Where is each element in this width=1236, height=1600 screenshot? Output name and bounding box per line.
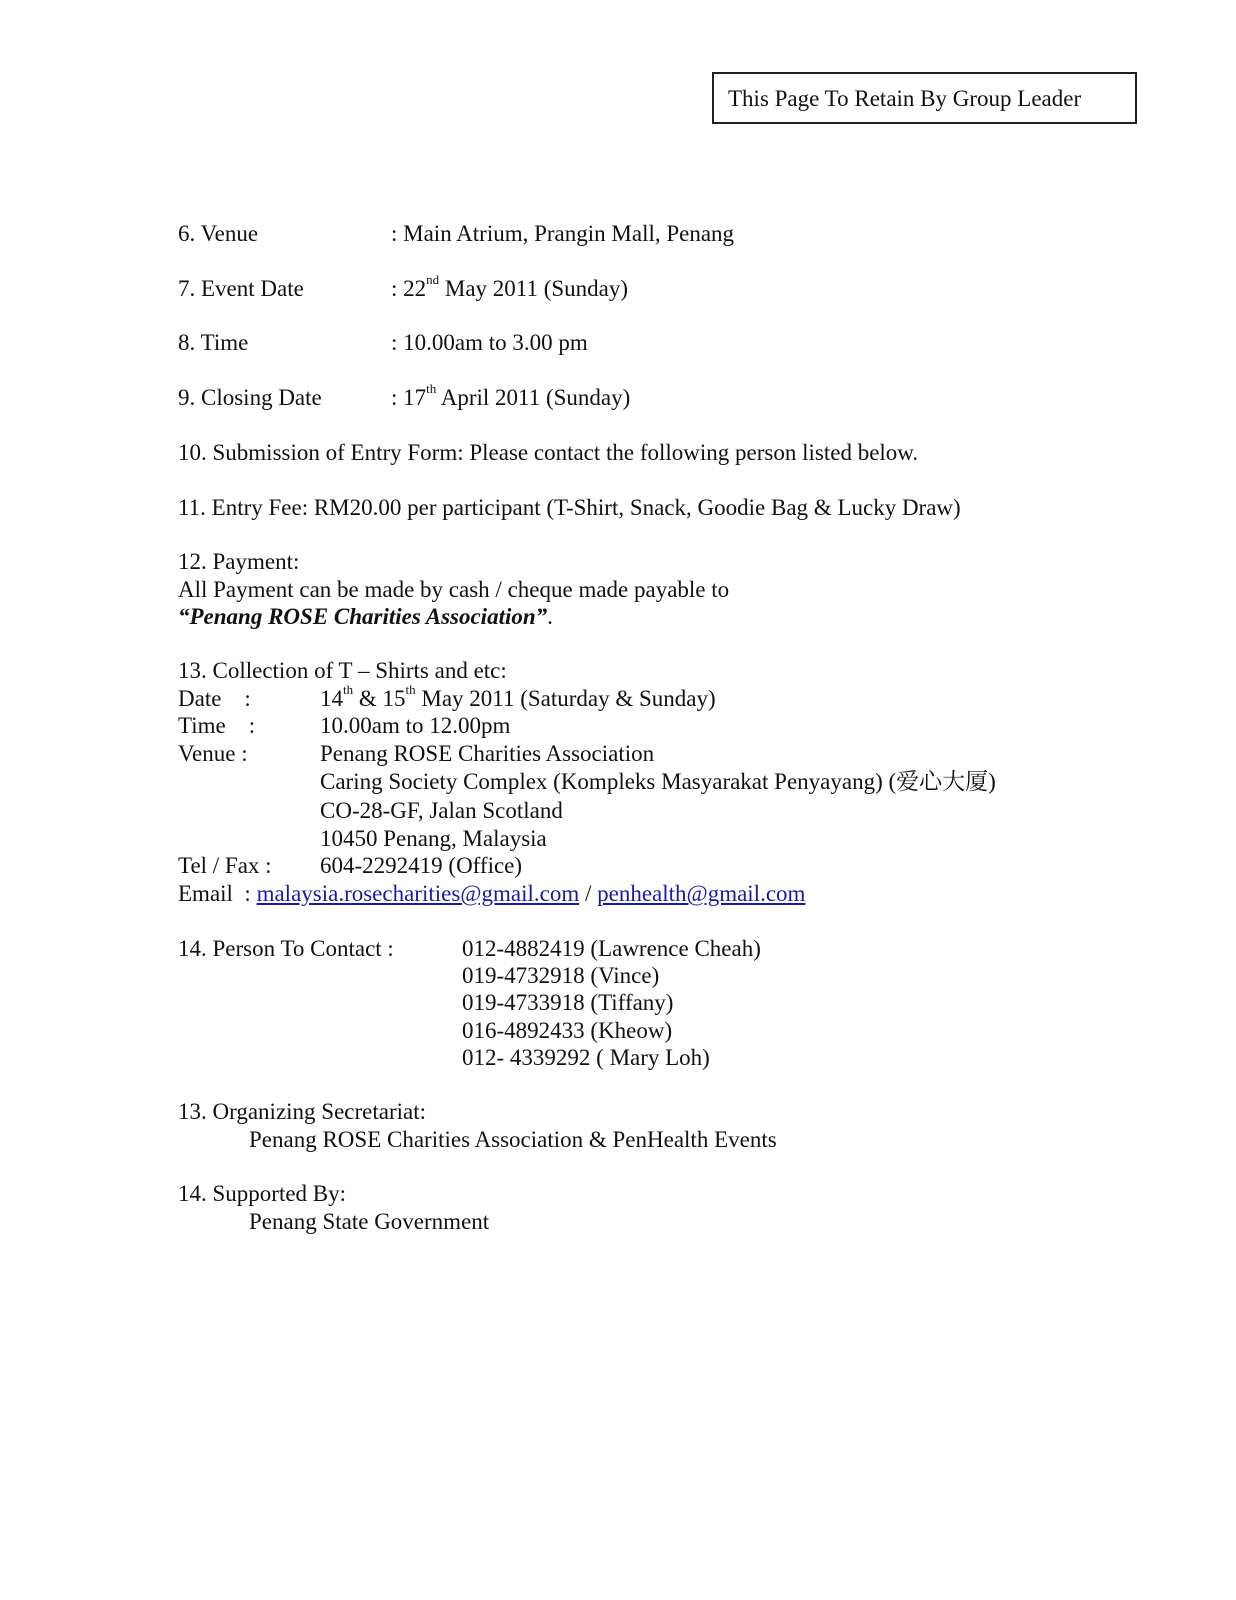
collection-venue-line: Penang ROSE Charities Association — [320, 741, 655, 766]
closing-date-label: 9. Closing Date — [178, 385, 322, 410]
contact-item: 016-4892433 (Kheow) — [462, 1018, 673, 1043]
supported-value: Penang State Government — [249, 1209, 490, 1234]
email-line: Email : malaysia.rosecharities@gmail.com / penhealth@gmail.com — [178, 881, 806, 906]
retain-notice-text: This Page To Retain By Group Leader — [728, 86, 1082, 111]
event-date-label: 7. Event Date — [178, 276, 304, 301]
payee-name: “Penang ROSE Charities Association” — [178, 604, 548, 629]
submission-text: 10. Submission of Entry Form: Please contact the following person listed below. — [178, 440, 919, 465]
tel-fax-value: 604-2292419 (Office) — [320, 853, 523, 878]
tel-fax-label: Tel / Fax : — [178, 853, 272, 878]
collection-date-value: 14th & 15th May 2011 (Saturday & Sunday) — [320, 682, 716, 711]
closing-date-value: : 17th April 2011 (Sunday) — [391, 381, 631, 410]
collection-venue-line: CO-28-GF, Jalan Scotland — [320, 798, 563, 823]
email-link-rosecharities[interactable]: malaysia.rosecharities@gmail.com — [256, 881, 580, 906]
collection-venue-label: Venue : — [178, 741, 248, 766]
contact-item: 019-4732918 (Vince) — [462, 963, 660, 988]
secretariat-value: Penang ROSE Charities Association & PenHealth Events — [249, 1127, 777, 1152]
collection-venue-line: 10450 Penang, Malaysia — [320, 826, 547, 851]
collection-heading: 13. Collection of T – Shirts and etc: — [178, 658, 507, 683]
secretariat-heading: 13. Organizing Secretariat: — [178, 1099, 427, 1124]
time-label: 8. Time — [178, 330, 249, 355]
collection-time-value: 10.00am to 12.00pm — [320, 713, 511, 738]
email-link-penhealth[interactable]: penhealth@gmail.com — [597, 881, 806, 906]
venue-label: 6. Venue — [178, 221, 259, 246]
venue-value: : Main Atrium, Prangin Mall, Penang — [391, 221, 735, 246]
collection-venue-line: Caring Society Complex (Kompleks Masyarakat Penyayang) (爱心大厦) — [320, 769, 996, 794]
contact-item: 012- 4339292 ( Mary Loh) — [462, 1045, 710, 1070]
event-date-value: : 22nd May 2011 (Sunday) — [391, 272, 629, 301]
collection-date-label: Date : — [178, 686, 251, 711]
entry-fee-text: 11. Entry Fee: RM20.00 per participant (T-Shirt, Snack, Goodie Bag & Lucky Draw) — [178, 495, 961, 520]
payment-line: All Payment can be made by cash / cheque made payable to — [178, 577, 730, 602]
time-value: : 10.00am to 3.00 pm — [391, 330, 588, 355]
payment-heading: 12. Payment: — [178, 549, 300, 574]
payment-payee: “Penang ROSE Charities Association”. — [178, 604, 553, 629]
contact-item: 019-4733918 (Tiffany) — [462, 990, 674, 1015]
email-label: Email : — [178, 881, 257, 906]
collection-time-label: Time : — [178, 713, 256, 738]
contacts-label: 14. Person To Contact : — [178, 936, 394, 961]
supported-heading: 14. Supported By: — [178, 1181, 347, 1206]
retain-notice-box — [712, 72, 1137, 124]
contact-item: 012-4882419 (Lawrence Cheah) — [462, 936, 761, 961]
